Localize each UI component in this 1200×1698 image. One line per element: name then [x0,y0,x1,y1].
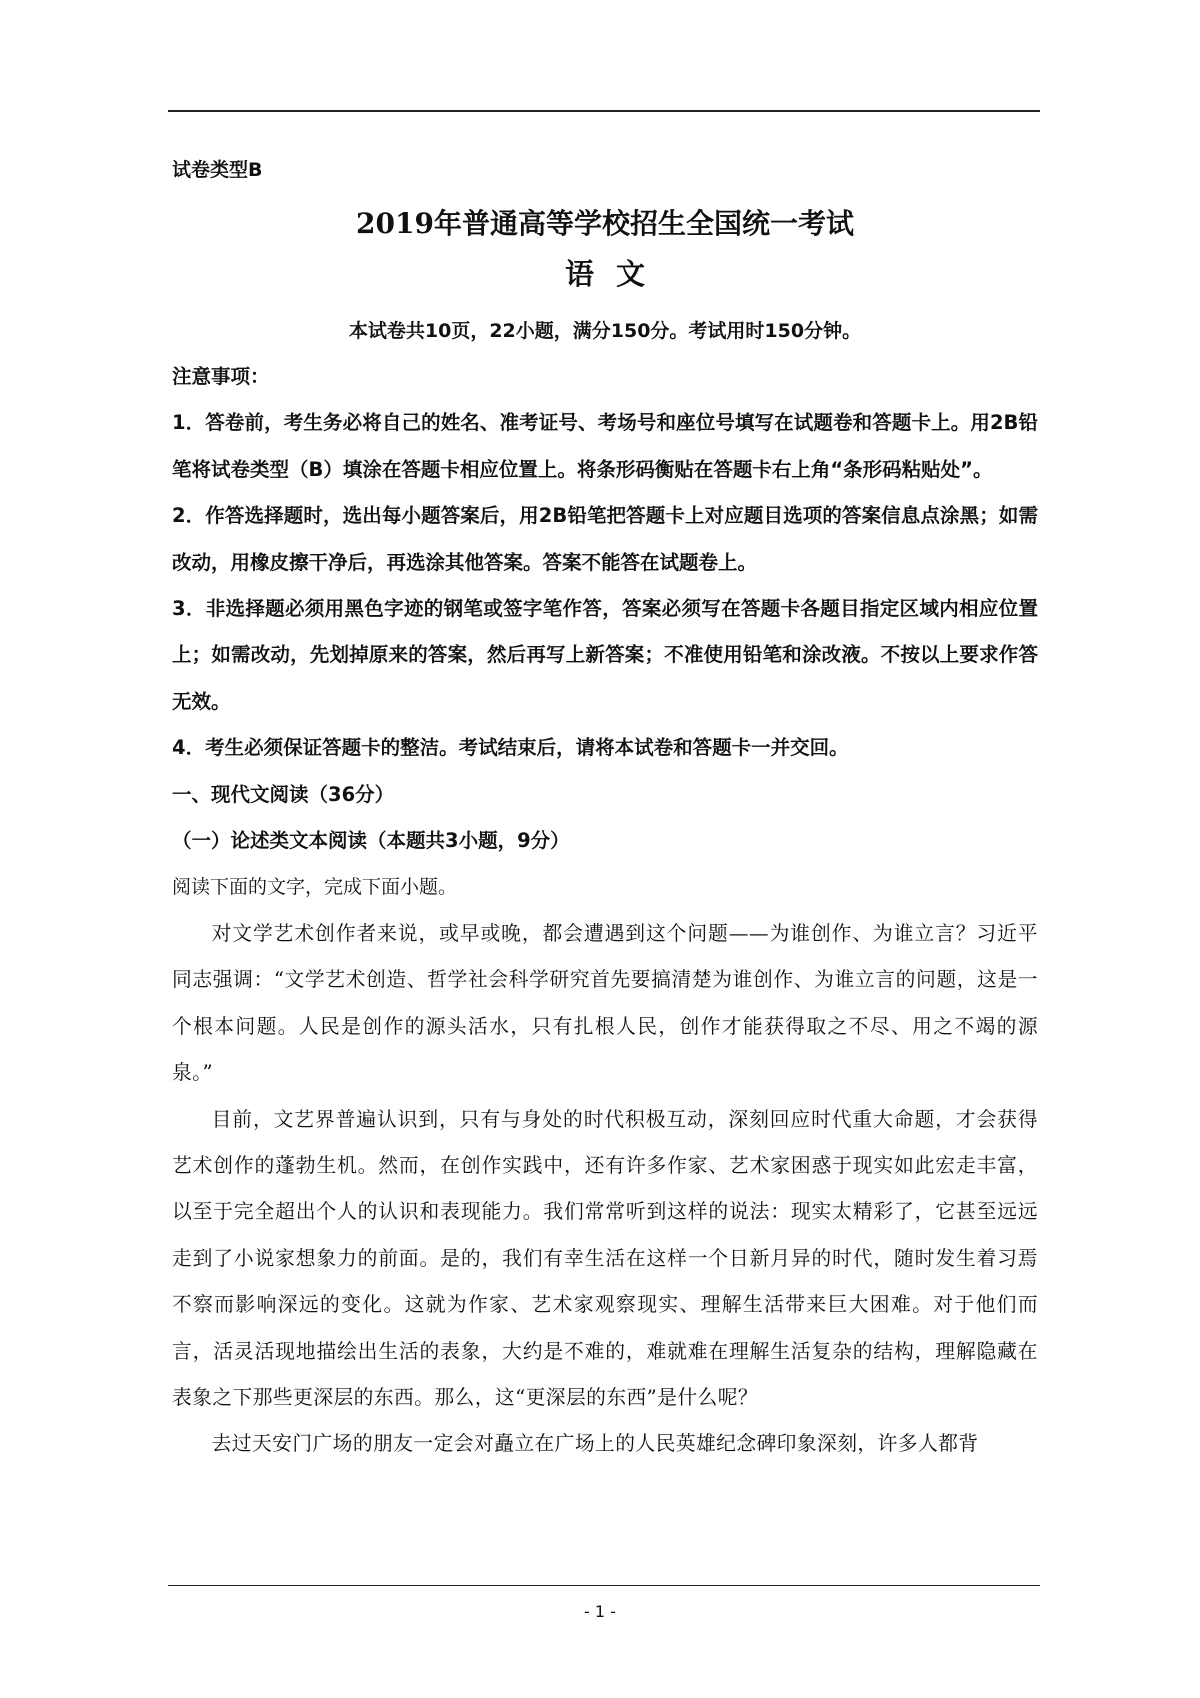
page-number: - 1 - [584,1602,616,1621]
footer-rule [168,1585,1040,1586]
exam-info: 本试卷共10页，22小题，满分150分。考试用时150分钟。 [348,320,862,342]
subject-title: 语文 [564,257,667,291]
note-item-1: 1．答卷前，考生务必将自己的姓名、准考证号、考场号和座位号填写在试题卷和答题卡上。用2B铅笔将试卷类型（B）填涂在答题卡相应位置上。将条形码衡贴在答题卡右上角“条形码粘贴处”。 [172,411,1038,481]
reading-instruction: 阅读下面的文字，完成下面小题。 [172,876,458,899]
header-rule [168,110,1040,112]
reading-article [172,911,1038,1468]
section-heading: 一、现代文阅读（36分） [172,782,395,806]
exam-page-content [172,150,1038,1468]
paper-type-label: 试卷类型B [172,159,263,181]
exam-title: 2019年普通高等学校招生全国统一考试 [356,207,854,240]
note-item-4: 4．考生必须保证答题卡的整洁。考试结束后，请将本试卷和答题卡一并交回。 [172,736,849,760]
article-paragraph-3: 去过天安门广场的朋友一定会对矗立在广场上的人民英雄纪念碑印象深刻，许多人都背 [211,1432,979,1456]
notes-heading: 注意事项： [172,365,270,388]
section-subheading: （一）论述类文本阅读（本题共3小题，9分） [172,829,570,853]
note-item-3: 3．非选择题必须用黑色字迹的钢笔或签字笔作答，答案必须写在答题卡各题目指定区域内相应位置上；如需改动，先划掉原来的答案，然后再写上新答案；不准使用铅笔和涂改液。不按以上要求作答无效。 [172,597,1038,713]
note-item-2: 2．作答选择题时，选出每小题答案后，用2B铅笔把答题卡上对应题目选项的答案信息点涂黑；如需改动，用橡皮擦干净后，再选涂其他答案。答案不能答在试题卷上。 [172,504,1038,574]
article-paragraph-2: 目前，文艺界普遍认识到，只有与身处的时代积极互动，深刻回应时代重大命题，才会获得艺术创作的蓬勃生机。然而，在创作实践中，还有许多作家、艺术家困惑于现实如此宏走丰富，以至于完全超出个人的认识和表现能力。我们常常听到这样的说法：现实太精彩了，它甚至远远走到了小说家想象力的前面。是的，我们有幸生活在这样一个日新月异的时代，随时发生着习焉不察而影响深远的变化。这就为作家、艺术家观察现实、理解生活带来巨大困难。对于他们而言，活灵活现地描绘出生活的表象，大约是不难的，难就难在理解生活复杂的结构，理解隐藏在表象之下那些更深层的东西。那么，这“更深层的东西”是什么呢？ [172,1107,1038,1409]
article-paragraph-1: 对文学艺术创作者来说，或早或晚，都会遭遇到这个问题——为谁创作、为谁立言？习近平同志强调：“文学艺术创造、哲学社会科学研究首先要搞清楚为谁创作、为谁立言的问题，这是一个根本问题。人民是创作的源头活水，只有扎根人民，创作才能获得取之不尽、用之不竭的源泉。” [172,921,1038,1085]
